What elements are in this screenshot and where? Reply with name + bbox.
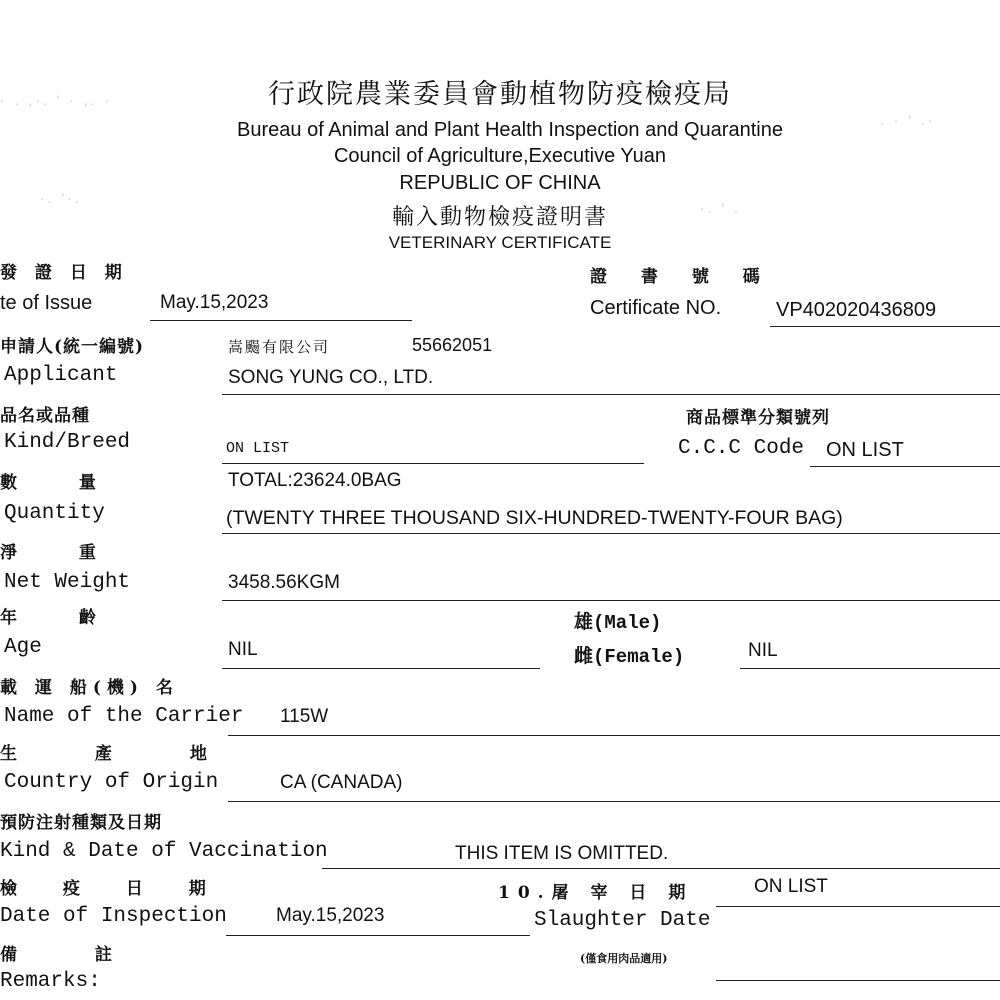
carrier-value: 115W	[280, 706, 329, 727]
agency-name-cn: 行政院農業委員會動植物防疫檢疫局	[268, 79, 732, 110]
remarks-label-cn: 備 註	[0, 945, 148, 965]
date-of-issue-label: te of Issue	[0, 292, 93, 314]
male-label: 雄(Male)	[574, 612, 662, 634]
remarks-label: Remarks:	[0, 970, 101, 993]
applicant-label: Applicant	[4, 364, 118, 387]
sex-value: NIL	[748, 640, 778, 661]
country-name: REPUBLIC OF CHINA	[399, 172, 601, 194]
slaughter-value: ON LIST	[754, 876, 828, 897]
slaughter-label-cn: 10.屠 宰 日 期	[498, 883, 694, 903]
certificate-title-en: VETERINARY CERTIFICATE	[388, 233, 612, 252]
net-weight-label: Net Weight	[4, 571, 131, 594]
carrier-label-cn: 載 運 船(機) 名	[0, 678, 179, 698]
slaughter-label: Slaughter Date	[534, 909, 711, 932]
inspection-value: May.15,2023	[276, 905, 385, 926]
applicant-tax-id: 55662051	[412, 335, 493, 355]
vaccination-value: THIS ITEM IS OMITTED.	[455, 843, 669, 864]
age-label: Age	[4, 636, 42, 659]
date-of-issue-value: May.15,2023	[160, 292, 269, 313]
ccc-code-label: C.C.C Code	[678, 437, 805, 460]
quantity-words: (TWENTY THREE THOUSAND SIX-HUNDRED-TWENTY-FOUR BAG)	[226, 507, 843, 529]
vaccination-label: Kind & Date of Vaccination	[0, 840, 328, 863]
age-value: NIL	[228, 639, 258, 660]
agency-name-en: Bureau of Animal and Plant Health Inspection and Quarantine	[237, 119, 783, 141]
ccc-code-value: ON LIST	[826, 439, 904, 461]
inspection-label: Date of Inspection	[0, 905, 227, 928]
certificate-title-cn: 輸入動物檢疫證明書	[391, 205, 608, 230]
kind-breed-label-cn: 品名或品種	[0, 406, 90, 426]
origin-label: Country of Origin	[4, 771, 219, 794]
applicant-value: SONG YUNG CO., LTD.	[228, 367, 434, 388]
vaccination-label-cn: 預防注射種類及日期	[0, 813, 162, 833]
certificate-no-value: VP402020436809	[776, 299, 937, 321]
origin-label-cn: 生 產 地	[0, 744, 243, 764]
scan-noise: · . ,·. ' · ,. ·	[0, 92, 113, 108]
age-label-cn: 年 齡	[0, 608, 124, 628]
ccc-code-label-cn: 商品標準分類號列	[686, 408, 830, 428]
net-weight-label-cn: 淨 重	[0, 543, 124, 563]
scan-noise: ·. ' .	[700, 200, 741, 216]
council-name: Council of Agriculture,Executive Yuan	[333, 145, 667, 167]
scan-noise: ·. '·.	[40, 190, 82, 206]
carrier-label: Name of the Carrier	[4, 705, 244, 728]
net-weight-value: 3458.56KGM	[228, 572, 340, 593]
slaughter-note: (僅食用肉品適用)	[580, 952, 668, 965]
quantity-label-cn: 數 量	[0, 473, 124, 493]
inspection-label-cn: 檢 疫 日 期	[0, 879, 226, 899]
kind-breed-label: Kind/Breed	[4, 431, 131, 454]
origin-value: CA (CANADA)	[280, 772, 403, 793]
certificate-no-label: Certificate NO.	[590, 297, 722, 319]
female-label: 雌(Female)	[574, 646, 685, 668]
quantity-value: TOTAL:23624.0BAG	[228, 470, 402, 491]
certificate-no-label-cn: 證 書 號 碼	[590, 267, 774, 287]
quantity-label: Quantity	[4, 502, 105, 525]
applicant-label-cn: 申請人(統一編號)	[0, 337, 145, 357]
kind-breed-value: ON LIST	[226, 440, 290, 457]
scan-noise: . · ' .·	[880, 112, 936, 128]
date-of-issue-label-cn: 發 證 日 期	[0, 263, 128, 283]
applicant-name-cn: 嵩颺有限公司	[228, 338, 331, 356]
